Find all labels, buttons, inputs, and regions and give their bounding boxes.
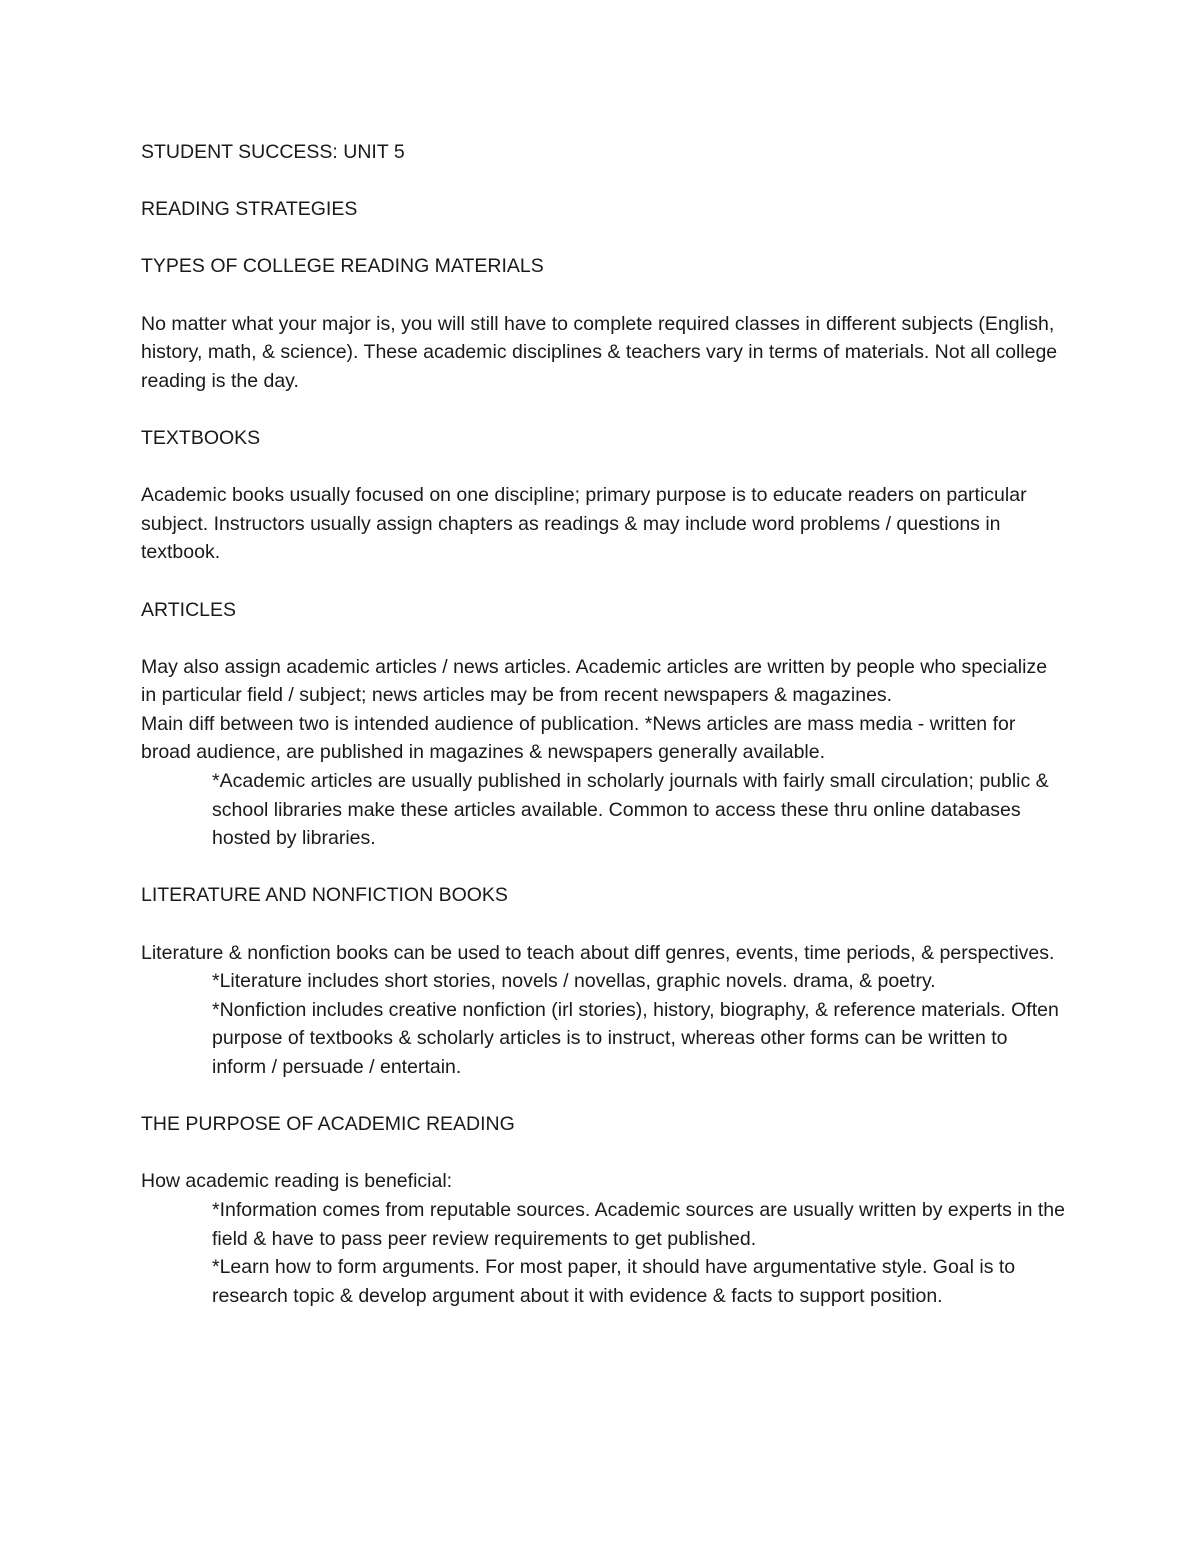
section-body-articles-1: May also assign academic articles / news articles. Academic articles are written by people who specialize in particular field / subject; news articles may be from recent newspapers & magazines. xyxy=(141,655,1048,707)
section-bullet-articles-1: *Academic articles are usually published in scholarly journals with fairly small circulation; public & school libraries make these articles available. Common to access these thru online databases hosted by libraries. xyxy=(212,770,1049,850)
section-body-purpose: How academic reading is beneficial: xyxy=(141,1170,453,1193)
section-heading-textbooks: TEXTBOOKS xyxy=(141,426,261,449)
document-title: STUDENT SUCCESS: UNIT 5 xyxy=(141,141,405,163)
document-page xyxy=(141,138,1066,1310)
section-heading-purpose: THE PURPOSE OF ACADEMIC READING xyxy=(141,1113,515,1136)
section-heading-literature: LITERATURE AND NONFICTION BOOKS xyxy=(141,884,508,907)
section-body-literature: Literature & nonfiction books can be used to teach about diff genres, events, time periods, & perspectives. xyxy=(141,941,1055,964)
section-body-articles-2: Main diff between two is intended audience of publication. *News articles are mass media - written for broad audience, are published in magazines & newspapers generally available. xyxy=(141,712,1016,764)
section-bullet-purpose-1: *Information comes from reputable sources. Academic sources are usually written by experts in the field & have to pass peer review requirements to get published. xyxy=(212,1198,1065,1250)
section-heading-types: TYPES OF COLLEGE READING MATERIALS xyxy=(141,255,544,278)
document-subtitle: READING STRATEGIES xyxy=(141,198,358,221)
section-body-textbooks: Academic books usually focused on one discipline; primary purpose is to educate readers on particular subject. Instructors usually assign chapters as readings & may include word problems / questions in textbook. xyxy=(141,484,1027,564)
section-bullet-purpose-2: *Learn how to form arguments. For most paper, it should have argumentative style. Goal is to research topic & develop argument about it with evidence & facts to support position. xyxy=(212,1256,1016,1307)
section-heading-articles: ARTICLES xyxy=(141,598,237,621)
section-bullet-literature-2: *Nonfiction includes creative nonfiction (irl stories), history, biography, & reference materials. Often purpose of textbooks & scholarly articles is to instruct, whereas other forms can be written to inform / persuade / entertain. xyxy=(212,998,1059,1078)
section-bullet-literature-1: *Literature includes short stories, novels / novellas, graphic novels. drama, & poetry. xyxy=(212,970,936,993)
section-body-types: No matter what your major is, you will still have to complete required classes in different subjects (English, history, math, & science). These academic disciplines & teachers vary in terms of materials. Not all college reading is the day. xyxy=(141,312,1058,392)
